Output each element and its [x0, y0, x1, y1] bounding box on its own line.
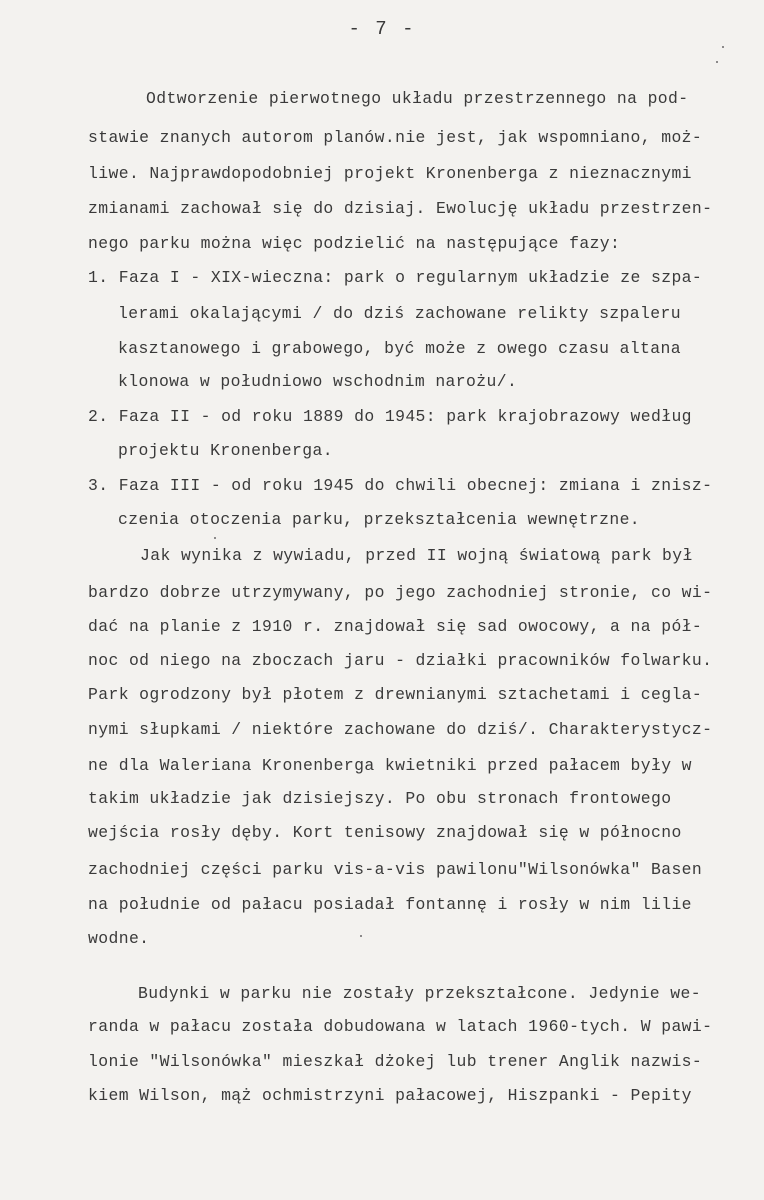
- text-line: Jak wynika z wywiadu, przed II wojną światową park był: [140, 546, 693, 565]
- text-line: Park ogrodzony był płotem z drewnianymi sztachetami i cegla-: [88, 685, 703, 704]
- text-line: kasztanowego i grabowego, być może z owego czasu altana: [118, 339, 681, 358]
- text-line: Budynki w parku nie zostały przekształcone. Jedynie we-: [138, 984, 701, 1003]
- text-line: ne dla Waleriana Kronenberga kwietniki przed pałacem były w: [88, 756, 692, 775]
- text-line: Odtworzenie pierwotnego układu przestrzennego na pod-: [146, 89, 689, 108]
- text-line: noc od niego na zboczach jaru - działki pracowników folwarku.: [88, 651, 713, 670]
- text-line: kiem Wilson, mąż ochmistrzyni pałacowej, Hiszpanki - Pepity: [88, 1086, 692, 1105]
- text-line: stawie znanych autorom planów.nie jest, jak wspomniano, moż-: [88, 128, 703, 147]
- text-line: klonowa w południowo wschodnim narożu/.: [118, 372, 518, 391]
- paper-speck: [722, 46, 724, 48]
- text-line: zachodniej części parku vis-a-vis pawilonu"Wilsonówka" Basen: [88, 860, 703, 879]
- text-line: lonie "Wilsonówka" mieszkał dżokej lub trener Anglik nazwis-: [88, 1052, 703, 1071]
- text-line: zmianami zachował się do dzisiaj. Ewolucję układu przestrzen-: [88, 199, 713, 218]
- text-line: takim układzie jak dzisiejszy. Po obu stronach frontowego: [88, 789, 672, 808]
- text-line: czenia otoczenia parku, przekształcenia wewnętrzne.: [118, 510, 641, 529]
- paper-speck: [716, 61, 718, 63]
- text-line: 1. Faza I - XIX-wieczna: park o regularnym układzie ze szpa-: [88, 268, 703, 287]
- text-line: na południe od pałacu posiadał fontannę i rosły w nim lilie: [88, 895, 692, 914]
- text-line: wodne.: [88, 929, 150, 948]
- text-line: bardzo dobrze utrzymywany, po jego zachodniej stronie, co wi-: [88, 583, 713, 602]
- text-line: nymi słupkami / niektóre zachowane do dziś/. Charakterystycz-: [88, 720, 713, 739]
- text-line: wejścia rosły dęby. Kort tenisowy znajdował się w północno: [88, 823, 682, 842]
- text-line: 3. Faza III - od roku 1945 do chwili obecnej: zmiana i znisz-: [88, 476, 713, 495]
- text-line: 2. Faza II - od roku 1889 do 1945: park krajobrazowy według: [88, 407, 692, 426]
- text-line: randa w pałacu została dobudowana w latach 1960-tych. W pawi-: [88, 1017, 713, 1036]
- text-line: projektu Kronenberga.: [118, 441, 333, 460]
- paper-speck: [214, 537, 216, 539]
- text-line: dać na planie z 1910 r. znajdował się sad owocowy, a na pół-: [88, 617, 703, 636]
- text-line: nego parku można więc podzielić na następujące fazy:: [88, 234, 621, 253]
- page-number: - 7 -: [348, 18, 416, 40]
- text-line: liwe. Najprawdopodobniej projekt Kronenberga z nieznacznymi: [88, 164, 692, 183]
- text-line: lerami okalającymi / do dziś zachowane relikty szpaleru: [118, 304, 681, 323]
- paper-speck: [360, 935, 362, 937]
